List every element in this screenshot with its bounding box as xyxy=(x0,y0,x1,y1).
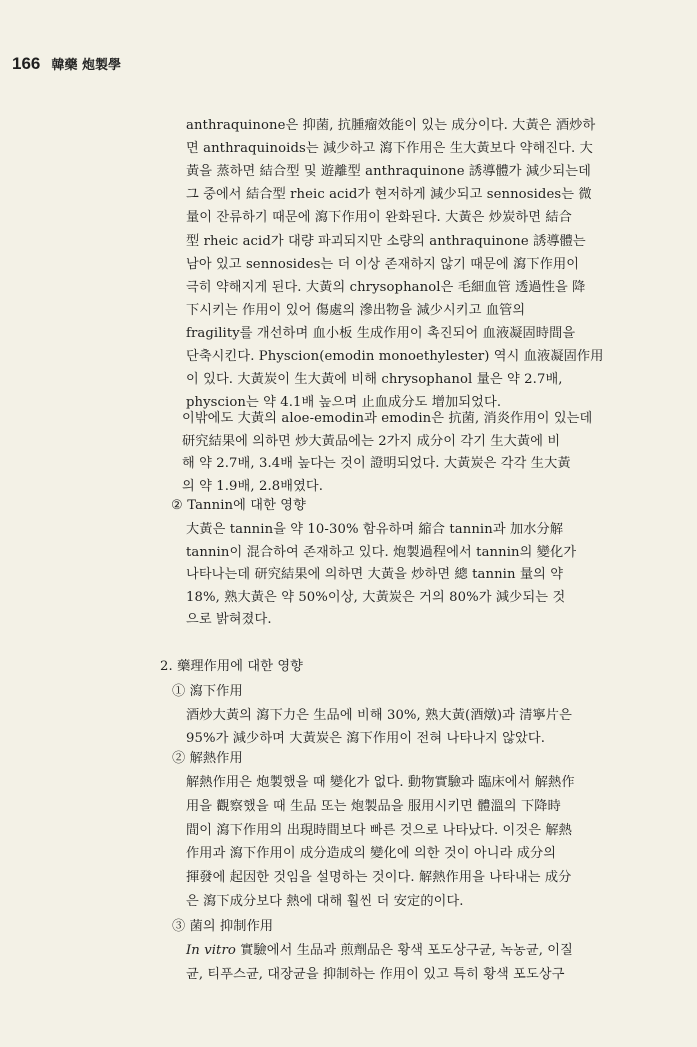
subheading-antipyretic: ② 解熱作用 xyxy=(172,751,243,766)
in-vitro-term: In vitro xyxy=(186,943,236,958)
book-title: 韓藥 炮製學 xyxy=(51,58,121,73)
antibacterial-line-1-text: 實驗에서 生品과 煎劑品은 황색 포도상구균, 녹농균, 이질 xyxy=(235,943,573,958)
body-text-line: 이 있다. 大黃炭이 生大黃에 비해 chrysophanol 量은 약 2.7배, xyxy=(186,372,563,388)
subheading-purgative: ① 瀉下作用 xyxy=(172,684,243,699)
body-text-line: physcion는 약 4.1배 높으며 止血成分도 增加되었다. xyxy=(186,395,502,411)
section-heading-tannin: ② Tannin에 대한 영향 xyxy=(171,498,306,513)
body-text-line: 下시키는 作用이 있어 傷處의 滲出物을 減少시키고 血管의 xyxy=(186,302,526,318)
body-text-line: 남아 있고 sennosides는 더 이상 존재하지 않기 때문에 瀉下作用이 xyxy=(186,256,580,272)
body-text-line: 研究結果에 의하면 炒大黃品에는 2가지 成分이 각기 生大黃에 비 xyxy=(182,433,561,449)
subheading-antibacterial: ③ 菌의 抑制作用 xyxy=(172,919,274,934)
antibacterial-line-2: 균, 티푸스균, 대장균을 抑制하는 作用이 있고 특히 황색 포도상구 xyxy=(186,967,565,982)
body-text-line: 이밖에도 大黃의 aloe-emodin과 emodin은 抗菌, 消炎作用이 있는데 xyxy=(182,411,593,426)
tannin-text-line: 으로 밝혀졌다. xyxy=(186,612,272,628)
body-text-line: 黃을 蒸하면 結合型 및 遊離型 anthraquinone 誘導體가 減少되는데 xyxy=(186,164,591,180)
tannin-text-line: 大黃은 tannin을 약 10-30% 함유하며 縮合 tannin과 加水分解 xyxy=(186,522,564,537)
antipyretic-text-line: 間이 瀉下作用의 出現時間보다 빠른 것으로 나타났다. 이것은 解熱 xyxy=(186,822,572,838)
antipyretic-text-line: 은 瀉下成分보다 熱에 대해 훨씬 더 安定的이다. xyxy=(186,894,464,909)
body-text-line: 그 중에서 結合型 rheic acid가 현저하게 減少되고 sennosides는 微 xyxy=(186,187,592,203)
purgative-text-line: 酒炒大黃의 瀉下力은 生品에 비해 30%, 熟大黃(酒燉)과 清寧片은 xyxy=(186,708,572,723)
antipyretic-text-line: 解熱作用은 炮製했을 때 變化가 없다. 動物實驗과 臨床에서 解熱作 xyxy=(186,775,575,790)
section-heading-pharmacology: 2. 藥理作用에 대한 영향 xyxy=(160,659,304,674)
tannin-text-line: 나타나는데 研究結果에 의하면 大黃을 炒하면 總 tannin 量의 약 xyxy=(186,567,564,583)
page-header xyxy=(12,54,121,74)
body-text-line: 면 anthraquinoids는 減少하고 瀉下作用은 生大黃보다 약해진다. 大 xyxy=(186,141,593,157)
body-text-line: 단축시킨다. Physcion(emodin monoethylester) 역시 血液凝固作用 xyxy=(186,349,604,364)
body-text-line: 型 rheic acid가 대량 파괴되지만 소량의 anthraquinone 誘導體는 xyxy=(186,233,586,249)
antipyretic-text-line: 用을 觀察했을 때 生品 또는 炮製品을 服用시키면 體溫의 下降時 xyxy=(186,798,561,814)
purgative-text-line: 95%가 減少하며 大黃炭은 瀉下作用이 전혀 나타나지 않았다. xyxy=(186,731,545,746)
antipyretic-text-line: 揮發에 起因한 것임을 설명하는 것이다. 解熱作用을 나타내는 成分 xyxy=(186,870,572,886)
body-text-line: anthraquinone은 抑菌, 抗腫瘤效能이 있는 成分이다. 大黃은 酒炒하 xyxy=(186,118,596,133)
page-number: 166 xyxy=(12,54,41,73)
body-text-line: 극히 약해지게 된다. 大黃의 chrysophanol은 毛細血管 透過性을 降 xyxy=(186,279,586,295)
antipyretic-text-line: 作用과 瀉下作用이 成分造成의 變化에 의한 것이 아니라 成分의 xyxy=(186,846,557,862)
body-text-line: 의 약 1.9배, 2.8배였다. xyxy=(182,479,324,495)
tannin-text-line: tannin이 混合하여 존재하고 있다. 炮製過程에서 tannin의 變化가 xyxy=(186,544,577,560)
body-text-line: 해 약 2.7배, 3.4배 높다는 것이 證明되었다. 大黃炭은 각각 生大黃 xyxy=(182,456,571,472)
tannin-text-line: 18%, 熟大黃은 약 50%이상, 大黃炭은 거의 80%가 減少되는 것 xyxy=(186,589,566,605)
body-text-line: fragility를 개선하며 血小板 生成作用이 촉진되어 血液凝固時間을 xyxy=(186,325,576,341)
antibacterial-line-1 xyxy=(186,942,573,960)
body-text-line: 量이 잔류하기 때문에 瀉下作用이 완화된다. 大黃은 炒炭하면 結合 xyxy=(186,210,572,226)
